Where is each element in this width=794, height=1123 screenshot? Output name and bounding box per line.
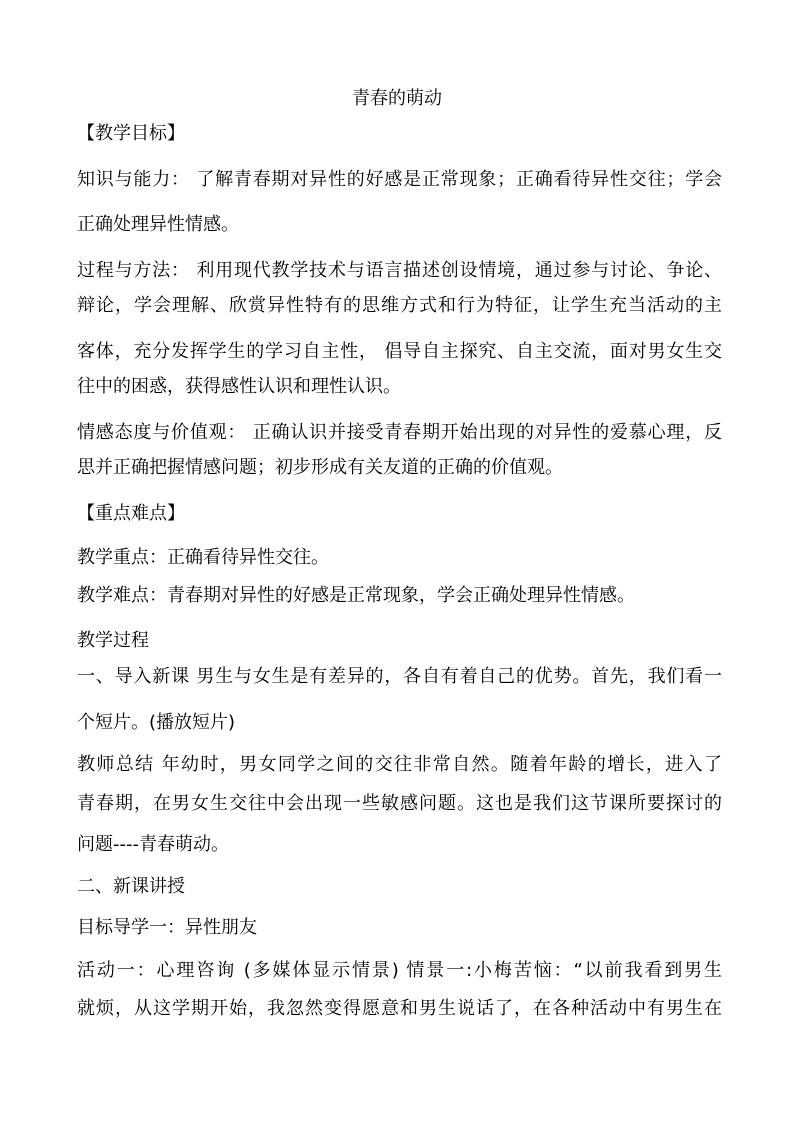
paragraph-line: 教学难点：青春期对异性的好感是正常现象，学会正确处理异性情感。 bbox=[77, 585, 635, 606]
section-heading-process: 教学过程 bbox=[77, 630, 149, 651]
paragraph-line: 青春期，在男女生交往中会出现一些敏感问题。这也是我们这节课所要探讨的 bbox=[77, 793, 722, 814]
paragraph-line: 就烦，从这学期开始，我忽然变得愿意和男生说话了，在各种活动中有男生在 bbox=[77, 998, 722, 1019]
paragraph-line: 知识与能力： 了解青春期对异性的好感是正常现象；正确看待异性交往；学会 bbox=[77, 169, 722, 190]
section-heading-new-lesson: 二、新课讲授 bbox=[77, 876, 185, 897]
paragraph-line: 情感态度与价值观： 正确认识并接受青春期开始出现的对异性的爱慕心理，反 bbox=[77, 422, 722, 443]
document-title: 青春的萌动 bbox=[352, 88, 442, 109]
paragraph-line: 教学重点：正确看待异性交往。 bbox=[77, 547, 329, 568]
paragraph-line: 个短片。(播放短片) bbox=[77, 712, 236, 733]
paragraph-line: 辩论，学会理解、欣赏异性特有的思维方式和行为特征，让学生充当活动的主 bbox=[77, 295, 722, 316]
paragraph-line: 往中的困惑，获得感性认识和理性认识。 bbox=[77, 376, 401, 397]
paragraph-line: 活动一：心理咨询 (多媒体显示情景) 情景一:小梅苦恼：“以前我看到男生 bbox=[77, 960, 722, 981]
paragraph-line: 正确处理异性情感。 bbox=[77, 214, 239, 235]
paragraph-line: 过程与方法： 利用现代教学技术与语言描述创设情境，通过参与讨论、争论、 bbox=[77, 260, 722, 281]
paragraph-line: 问题----青春萌动。 bbox=[77, 834, 229, 855]
paragraph-line: 一、导入新课 男生与女生是有差异的，各自有着自己的优势。首先，我们看一 bbox=[77, 666, 722, 687]
paragraph-line: 目标导学一：异性朋友 bbox=[77, 917, 257, 938]
section-heading-objectives: 【教学目标】 bbox=[77, 123, 185, 144]
section-heading-key-points: 【重点难点】 bbox=[77, 503, 185, 524]
paragraph-line: 思并正确把握情感问题；初步形成有关友道的正确的价值观。 bbox=[77, 457, 563, 478]
paragraph-line: 客体，充分发挥学生的学习自主性， 倡导自主探究、自主交流，面对男女生交 bbox=[77, 341, 722, 362]
paragraph-line: 教师总结 年幼时，男女同学之间的交往非常自然。随着年龄的增长，进入了 bbox=[77, 754, 722, 775]
